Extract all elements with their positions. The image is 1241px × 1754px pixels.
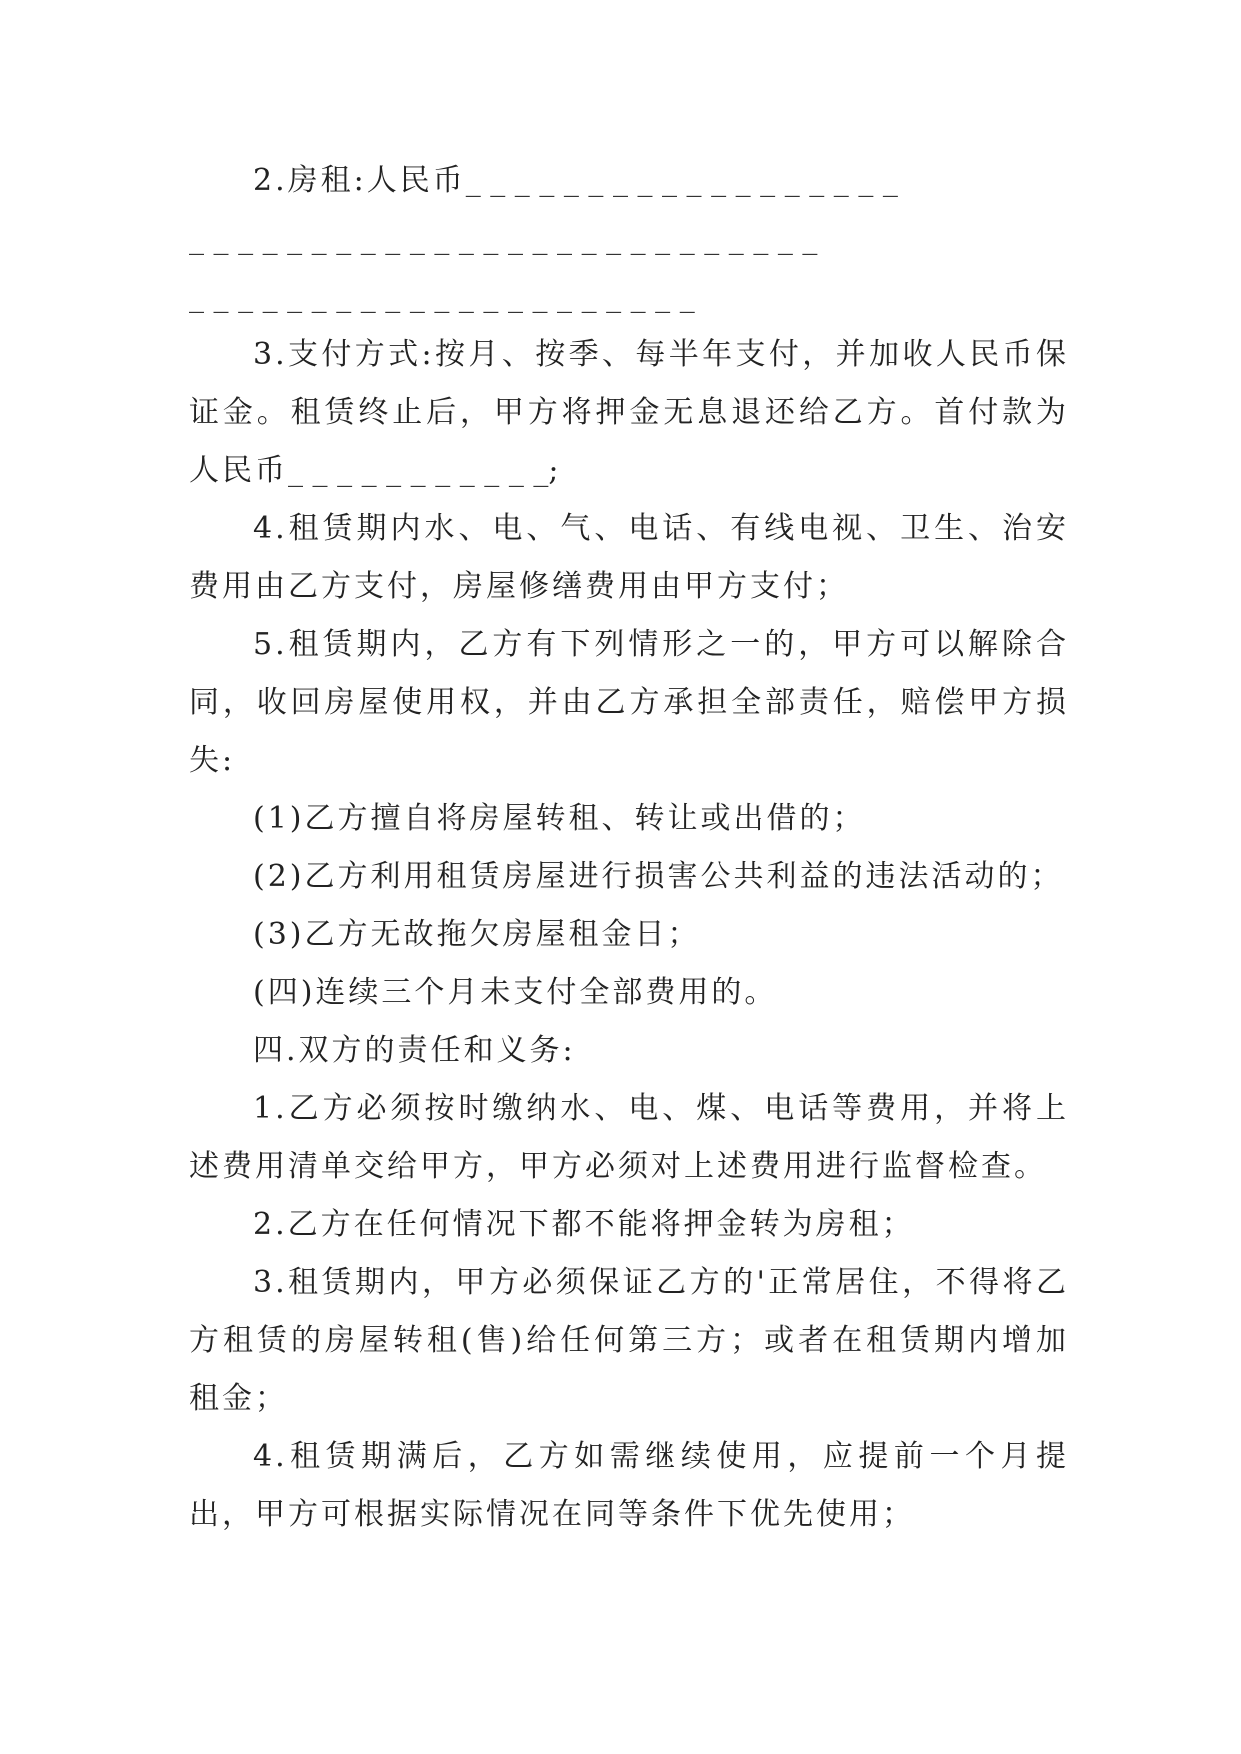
contract-body [189,152,1069,1544]
payment-clause [189,326,1069,500]
termination-item-4: (四)连续三个月未支付全部费用的。 [253,975,778,1010]
obligation-4: 4.租赁期满后，乙方如需继续使用，应提前一个月提出，甲方可根据实际情况在同等条件下优先使用； [189,1439,1069,1532]
payment-end: ; [548,453,562,488]
rent-label: 2.房租:人民币 [253,163,466,198]
rent-clause [189,152,1069,210]
rent-blank-1: _ _ _ _ _ _ _ _ _ _ _ _ _ _ _ _ _ _ [465,163,898,198]
payment-blank: _ _ _ _ _ _ _ _ _ _ _ [288,453,549,488]
termination-item-1: (1)乙方擅自将房屋转租、转让或出借的； [253,801,866,836]
rent-blank-3: _ _ _ _ _ _ _ _ _ _ _ _ _ _ _ _ _ _ _ _ _ [189,279,695,314]
obligation-2: 2.乙方在任何情况下都不能将押金转为房租； [253,1207,915,1242]
section-heading-4: 四.双方的责任和义务: [253,1033,576,1068]
utilities-clause: 4.租赁期内水、电、气、电话、有线电视、卫生、治安费用由乙方支付，房屋修缮费用由甲方支付； [189,511,1069,604]
obligation-3: 3.租赁期内，甲方必须保证乙方的'正常居住，不得将乙方租赁的房屋转租(售)给任何第三方；或者在租赁期内增加租金； [189,1265,1069,1416]
payment-text: 3.支付方式:按月、按季、每半年支付，并加收人民币保证金。租赁终止后，甲方将押金无息退还给乙方。首付款为人民币 [189,337,1069,488]
termination-clause: 5.租赁期内，乙方有下列情形之一的，甲方可以解除合同，收回房屋使用权，并由乙方承担全部责任，赔偿甲方损失: [189,627,1069,778]
obligation-1: 1.乙方必须按时缴纳水、电、煤、电话等费用，并将上述费用清单交给甲方，甲方必须对上述费用进行监督检查。 [189,1091,1069,1184]
rent-blank-2: _ _ _ _ _ _ _ _ _ _ _ _ _ _ _ _ _ _ _ _ _ _ _ _ _ _ [189,221,818,256]
termination-item-2: (2)乙方利用租赁房屋进行损害公共利益的违法活动的； [253,859,1064,894]
termination-item-3: (3)乙方无故拖欠房屋租金日； [253,917,701,952]
